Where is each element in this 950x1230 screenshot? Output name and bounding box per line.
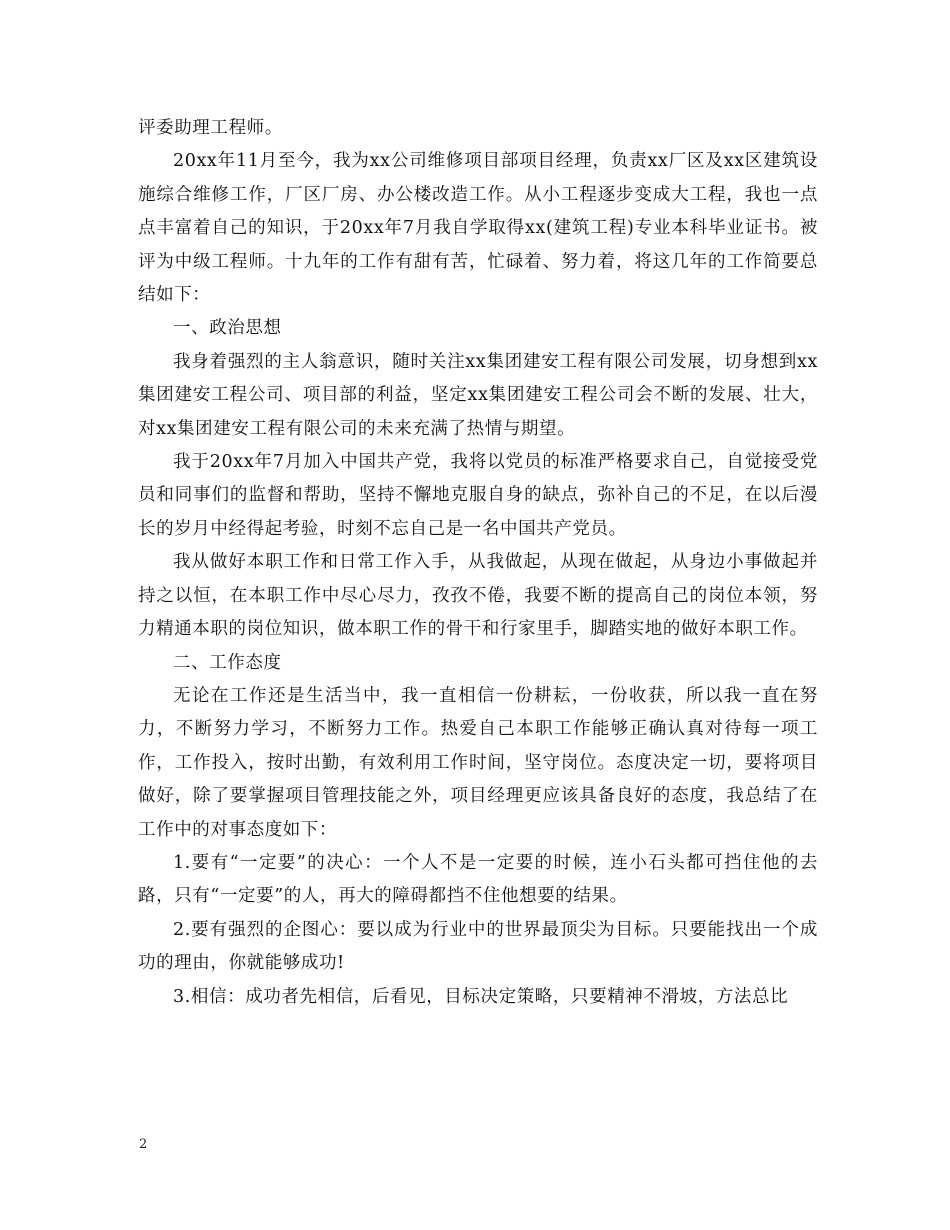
document-body: [138, 112, 818, 1014]
paragraph: 3.相信：成功者先相信，后看见，目标决定策略，只要精神不滑坡，方法总比: [173, 986, 789, 1007]
paragraph: 20xx年11月至今，我为xx公司维修项目部项目经理，负责xx厂区及xx区建筑设施综合维修工作，厂区厂房、办公楼改造工作。从小工程逐步变成大工程，我也一点点丰富着自己的知识，于20xx年7月我自学取得xx(建筑工程)专业本科毕业证书。被评为中级工程师。十九年的工作有甜有苦，忙碌着、努力着，将这几年的工作简要总结如下：: [138, 151, 818, 306]
paragraph: 评委助理工程师。: [138, 118, 283, 138]
paragraph: 一、政治思想: [173, 318, 282, 339]
paragraph: 1.要有“一定要”的决心：一个人不是一定要的时候，连小石头都可挡住他的去路，只有“一定要”的人，再大的障碍都挡不住他想要的结果。: [138, 852, 818, 907]
paragraph: 我于20xx年7月加入中国共产党，我将以党员的标准严格要求自己，自觉接受党员和同事们的监督和帮助，坚持不懈地克服自身的缺点，弥补自己的不足，在以后漫长的岁月中经得起考验，时刻不忘自己是一名中国共产党员。: [138, 452, 818, 539]
page-number: 2: [139, 1137, 148, 1152]
paragraph: 2.要有强烈的企图心：要以成为行业中的世界最顶尖为目标。只要能找出一个成功的理由，你就能够成功!: [138, 919, 818, 974]
paragraph: 无论在工作还是生活当中，我一直相信一份耕耘，一份收获，所以我一直在努力，不断努力学习，不断努力工作。热爱自己本职工作能够正确认真对待每一项工作，工作投入，按时出勤，有效利用工作时间，坚守岗位。态度决定一切，要将项目做好，除了要掌握项目管理技能之外，项目经理更应该具备良好的态度，我总结了在工作中的对事态度如下：: [138, 685, 818, 840]
paragraph: 二、工作态度: [173, 652, 282, 673]
paragraph: 我从做好本职工作和日常工作入手，从我做起，从现在做起，从身边小事做起并持之以恒，在本职工作中尽心尽力，孜孜不倦，我要不断的提高自己的岗位本领，努力精通本职的岗位知识，做本职工作的骨干和行家里手，脚踏实地的做好本职工作。: [138, 552, 818, 640]
paragraph: 我身着强烈的主人翁意识，随时关注xx集团建安工程有限公司发展，切身想到xx集团建安工程公司、项目部的利益，坚定xx集团建安工程公司会不断的发展、壮大，对xx集团建安工程有限公司的未来充满了热情与期望。: [138, 351, 818, 439]
